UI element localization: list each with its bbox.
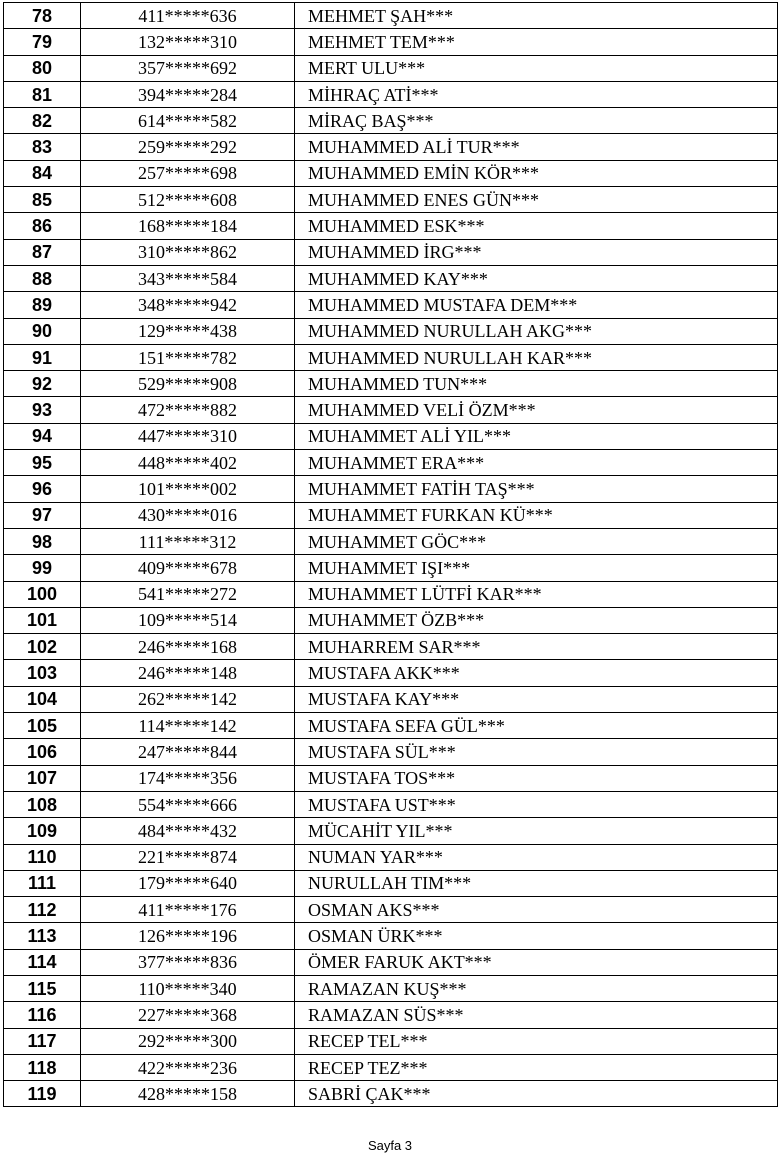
row-number-cell: 88 [4,265,81,291]
roster-body [4,3,778,1107]
person-name-cell: NUMAN YAR*** [295,844,778,870]
person-name-cell: RAMAZAN KUŞ*** [295,975,778,1001]
masked-id-cell: 179*****640 [81,870,295,896]
person-name-cell: MİRAÇ BAŞ*** [295,108,778,134]
person-name-cell: OSMAN ÜRK*** [295,923,778,949]
person-name-cell: MEHMET TEM*** [295,29,778,55]
row-number-cell: 107 [4,765,81,791]
table-row [4,765,778,791]
table-row [4,292,778,318]
masked-id-cell: 411*****636 [81,3,295,29]
table-row [4,1028,778,1054]
masked-id-cell: 422*****236 [81,1054,295,1080]
table-row [4,397,778,423]
masked-id-cell: 394*****284 [81,81,295,107]
table-row [4,81,778,107]
row-number-cell: 109 [4,818,81,844]
row-number-cell: 78 [4,3,81,29]
table-row [4,581,778,607]
row-number-cell: 111 [4,870,81,896]
table-row [4,897,778,923]
masked-id-cell: 377*****836 [81,949,295,975]
table-row [4,239,778,265]
masked-id-cell: 129*****438 [81,318,295,344]
table-row [4,1081,778,1107]
table-row [4,160,778,186]
row-number-cell: 108 [4,791,81,817]
person-name-cell: MUHAMMED KAY*** [295,265,778,291]
table-row [4,791,778,817]
row-number-cell: 110 [4,844,81,870]
masked-id-cell: 114*****142 [81,713,295,739]
table-row [4,29,778,55]
row-number-cell: 115 [4,975,81,1001]
masked-id-cell: 448*****402 [81,450,295,476]
person-name-cell: MÜCAHİT YIL*** [295,818,778,844]
masked-id-cell: 111*****312 [81,528,295,554]
row-number-cell: 90 [4,318,81,344]
row-number-cell: 100 [4,581,81,607]
table-row [4,3,778,29]
masked-id-cell: 259*****292 [81,134,295,160]
masked-id-cell: 151*****782 [81,344,295,370]
row-number-cell: 84 [4,160,81,186]
person-name-cell: MUHAMMED ENES GÜN*** [295,187,778,213]
row-number-cell: 96 [4,476,81,502]
row-number-cell: 99 [4,555,81,581]
row-number-cell: 105 [4,713,81,739]
masked-id-cell: 247*****844 [81,739,295,765]
masked-id-cell: 292*****300 [81,1028,295,1054]
table-row [4,844,778,870]
masked-id-cell: 126*****196 [81,923,295,949]
masked-id-cell: 357*****692 [81,55,295,81]
person-name-cell: MİHRAÇ ATİ*** [295,81,778,107]
roster-table [3,2,778,1107]
masked-id-cell: 221*****874 [81,844,295,870]
person-name-cell: RECEP TEL*** [295,1028,778,1054]
table-row [4,213,778,239]
person-name-cell: MUSTAFA SEFA GÜL*** [295,713,778,739]
person-name-cell: MUHAMMET FURKAN KÜ*** [295,502,778,528]
row-number-cell: 97 [4,502,81,528]
row-number-cell: 82 [4,108,81,134]
table-row [4,55,778,81]
row-number-cell: 94 [4,423,81,449]
table-row [4,423,778,449]
table-row [4,344,778,370]
row-number-cell: 81 [4,81,81,107]
masked-id-cell: 472*****882 [81,397,295,423]
table-row [4,870,778,896]
person-name-cell: MUHAMMED TUN*** [295,371,778,397]
table-row [4,1054,778,1080]
table-row [4,528,778,554]
masked-id-cell: 430*****016 [81,502,295,528]
masked-id-cell: 512*****608 [81,187,295,213]
person-name-cell: MEHMET ŞAH*** [295,3,778,29]
person-name-cell: MUHAMMED ESK*** [295,213,778,239]
masked-id-cell: 246*****168 [81,634,295,660]
masked-id-cell: 257*****698 [81,160,295,186]
table-row [4,108,778,134]
row-number-cell: 98 [4,528,81,554]
masked-id-cell: 541*****272 [81,581,295,607]
table-row [4,713,778,739]
person-name-cell: MUSTAFA TOS*** [295,765,778,791]
table-row [4,949,778,975]
masked-id-cell: 246*****148 [81,660,295,686]
row-number-cell: 91 [4,344,81,370]
person-name-cell: SABRİ ÇAK*** [295,1081,778,1107]
row-number-cell: 92 [4,371,81,397]
table-row [4,450,778,476]
person-name-cell: MUHAMMED ALİ TUR*** [295,134,778,160]
row-number-cell: 117 [4,1028,81,1054]
masked-id-cell: 110*****340 [81,975,295,1001]
person-name-cell: MUHAMMED EMİN KÖR*** [295,160,778,186]
person-name-cell: MUHAMMED MUSTAFA DEM*** [295,292,778,318]
masked-id-cell: 348*****942 [81,292,295,318]
masked-id-cell: 554*****666 [81,791,295,817]
masked-id-cell: 262*****142 [81,686,295,712]
masked-id-cell: 109*****514 [81,607,295,633]
table-row [4,739,778,765]
row-number-cell: 112 [4,897,81,923]
masked-id-cell: 428*****158 [81,1081,295,1107]
row-number-cell: 104 [4,686,81,712]
person-name-cell: RAMAZAN SÜS*** [295,1002,778,1028]
person-name-cell: MUHAMMET ALİ YIL*** [295,423,778,449]
table-row [4,923,778,949]
row-number-cell: 118 [4,1054,81,1080]
person-name-cell: ÖMER FARUK AKT*** [295,949,778,975]
table-row [4,634,778,660]
person-name-cell: OSMAN AKS*** [295,897,778,923]
table-row [4,371,778,397]
table-row [4,660,778,686]
person-name-cell: MUHAMMED NURULLAH AKG*** [295,318,778,344]
masked-id-cell: 132*****310 [81,29,295,55]
person-name-cell: MUSTAFA KAY*** [295,686,778,712]
person-name-cell: MUHAMMET LÜTFİ KAR*** [295,581,778,607]
row-number-cell: 119 [4,1081,81,1107]
table-row [4,134,778,160]
row-number-cell: 80 [4,55,81,81]
table-row [4,318,778,344]
row-number-cell: 85 [4,187,81,213]
row-number-cell: 79 [4,29,81,55]
table-row [4,265,778,291]
person-name-cell: MUHAMMET IŞI*** [295,555,778,581]
masked-id-cell: 310*****862 [81,239,295,265]
table-row [4,555,778,581]
row-number-cell: 102 [4,634,81,660]
row-number-cell: 114 [4,949,81,975]
table-row [4,686,778,712]
row-number-cell: 113 [4,923,81,949]
person-name-cell: MUHAMMET FATİH TAŞ*** [295,476,778,502]
row-number-cell: 86 [4,213,81,239]
person-name-cell: NURULLAH TIM*** [295,870,778,896]
table-row [4,818,778,844]
table-row [4,607,778,633]
masked-id-cell: 484*****432 [81,818,295,844]
masked-id-cell: 529*****908 [81,371,295,397]
masked-id-cell: 409*****678 [81,555,295,581]
masked-id-cell: 101*****002 [81,476,295,502]
person-name-cell: MUHAMMED NURULLAH KAR*** [295,344,778,370]
person-name-cell: MUHAMMED İRG*** [295,239,778,265]
table-row [4,476,778,502]
row-number-cell: 106 [4,739,81,765]
person-name-cell: MUSTAFA AKK*** [295,660,778,686]
person-name-cell: MUSTAFA SÜL*** [295,739,778,765]
row-number-cell: 103 [4,660,81,686]
person-name-cell: MUHARREM SAR*** [295,634,778,660]
row-number-cell: 101 [4,607,81,633]
masked-id-cell: 227*****368 [81,1002,295,1028]
row-number-cell: 95 [4,450,81,476]
table-row [4,502,778,528]
person-name-cell: MUSTAFA UST*** [295,791,778,817]
person-name-cell: MUHAMMET ÖZB*** [295,607,778,633]
table-row [4,187,778,213]
person-name-cell: MUHAMMET GÖC*** [295,528,778,554]
person-name-cell: MUHAMMED VELİ ÖZM*** [295,397,778,423]
page-footer: Sayfa 3 [367,1138,413,1153]
row-number-cell: 83 [4,134,81,160]
person-name-cell: MERT ULU*** [295,55,778,81]
masked-id-cell: 343*****584 [81,265,295,291]
masked-id-cell: 174*****356 [81,765,295,791]
person-name-cell: RECEP TEZ*** [295,1054,778,1080]
row-number-cell: 116 [4,1002,81,1028]
masked-id-cell: 411*****176 [81,897,295,923]
masked-id-cell: 447*****310 [81,423,295,449]
masked-id-cell: 168*****184 [81,213,295,239]
row-number-cell: 87 [4,239,81,265]
row-number-cell: 93 [4,397,81,423]
masked-id-cell: 614*****582 [81,108,295,134]
row-number-cell: 89 [4,292,81,318]
table-row [4,1002,778,1028]
table-row [4,975,778,1001]
person-name-cell: MUHAMMET ERA*** [295,450,778,476]
